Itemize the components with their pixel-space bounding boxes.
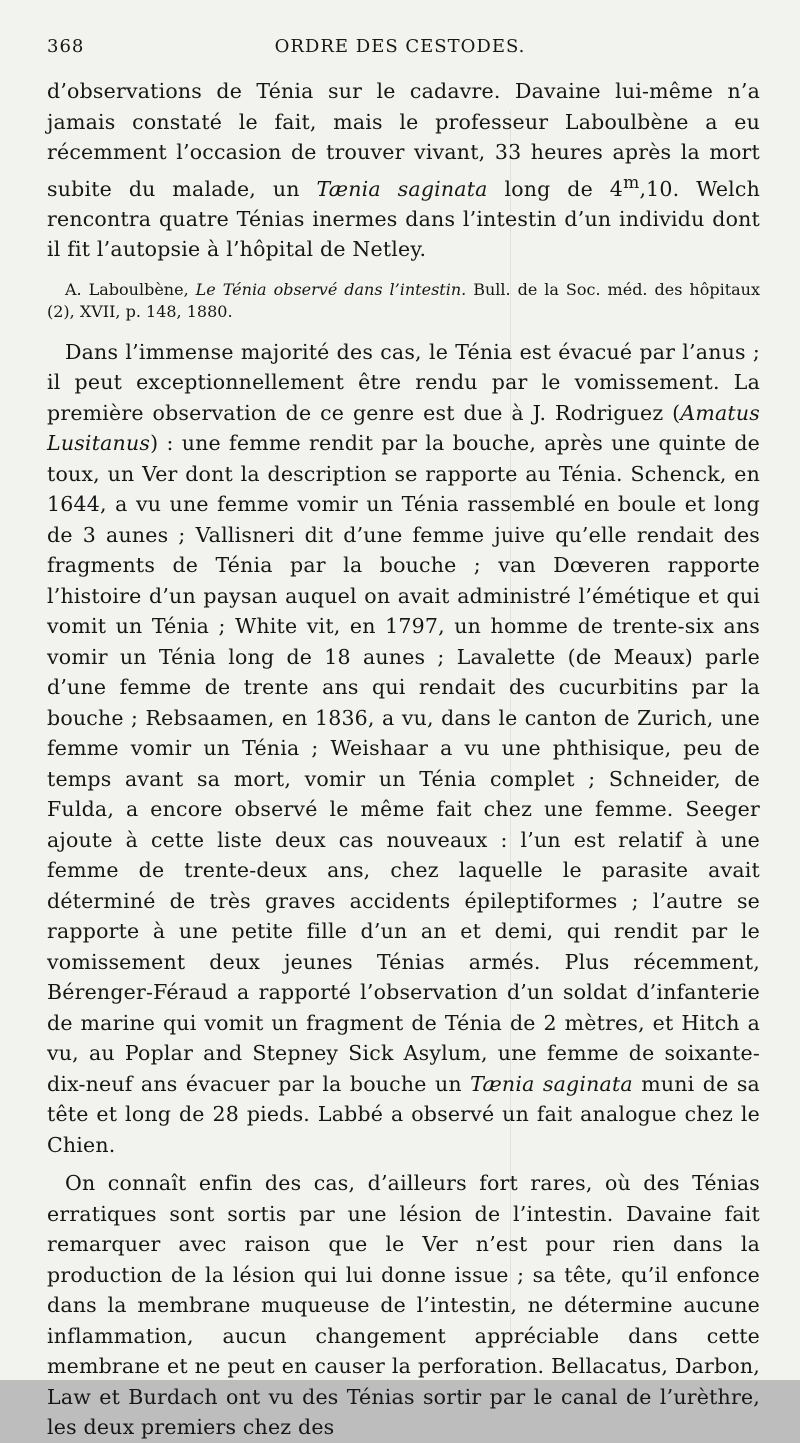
chapter-title: ORDRE DES CESTODES. xyxy=(274,36,526,57)
paragraph-2 xyxy=(47,337,760,1161)
species-name-italic: Tænia saginata xyxy=(316,176,488,201)
paragraph-1-text-c: ,10. Welch rencontra quatre Ténias inermes dans l’intestin d’un individu dont il fit l’autopsie à l’hôpital de Netley. xyxy=(47,176,761,262)
author-name-italic: Amatus Lusitanus xyxy=(47,400,760,456)
running-head xyxy=(47,36,753,62)
reference-source: Bull. de la Soc. méd. des hôpitaux (2), XVII, p. 148, 1880. xyxy=(47,279,761,321)
paragraph-3: On connaît enfin des cas, d’ailleurs fort rares, où des Ténias erratiques sont sortis par une lésion de l’intestin. Davaine fait remarquer avec raison que le Ver n’est pour rien dans la production de la lésion qui lui donne issue ; sa tête, qu’il enfonce dans la membrane muqueuse de l’intestin, ne détermine aucune inflammation, aucun changement appréciable dans cette membrane et ne peut en causer la perforation. Bellacatus, Darbon, Law et Burdach ont vu des Ténias sortir par le canal de l’urèthre, les deux premiers chez des xyxy=(47,1171,760,1440)
reference-author: A. Laboulbène, xyxy=(65,279,196,299)
paragraph-2-text-c: muni de sa tête et long de 28 pieds. Labbé a observé un fait analogue chez le Chien. xyxy=(47,1071,760,1157)
paragraph-2-text-b: ) : une femme rendit par la bouche, après une quinte de toux, un Ver dont la description se rapporte au Ténia. Schenck, en 1644, a vu une femme vomir un Ténia rassemblé en boule et long de 3 aunes ; Vallisneri dit d’une femme juive qu’elle rendait des fragments de Ténia par la bouche ; van Dœveren rapporte l’histoire d’un paysan auquel on avait administré l’émétique et qui vomit un Ténia ; White vit, en 1797, un homme de trente-six ans vomir un Ténia long de 18 aunes ; Lavalette (de Meaux) parle d’une femme de trente ans qui rendait des cucurbitins par la bouche ; Rebsaamen, en 1836, a vu, dans le canton de Zurich, une femme vomir un Ténia ; Weishaar a vu une phthisique, peu de temps avant sa mort, vomir un Ténia complet ; Schneider, de Fulda, a encore observé le même fait chez une femme. Seeger ajoute à cette liste deux cas nouveaux : l’un est relatif à une femme de trente-deux ans, chez laquelle le parasite avait déterminé de très graves accidents épileptiformes ; l’autre se rapporte à une petite fille d’un an et demi, qui rendit par le vomissement deux jeunes Ténias armés. Plus récemment, Bérenger-Féraud a rapporté l’observation d’un soldat d’infanterie de marine qui vomit un fragment de Ténia de 2 mètres, et Hitch a vu, au Poplar and Stepney Sick Asylum, une femme de soixante-dix-neuf ans évacuer par la bouche un xyxy=(47,431,760,1096)
paragraph-1-text-a: d’observations de Ténia sur le cadavre. Davaine lui-même n’a jamais constaté le fait, mais le professeur Laboulbène a eu récemment l’occasion de trouver vivant, 33 heures après la mort subite du malade, un xyxy=(47,79,760,201)
reference-title: Le Ténia observé dans l’intestin. xyxy=(195,279,467,299)
paragraph-1-text-b: long de 4 xyxy=(487,176,624,201)
body-text xyxy=(47,76,760,1443)
paragraph-1 xyxy=(47,76,760,265)
page-number: 368 xyxy=(47,36,85,57)
unit-superscript: m xyxy=(623,172,640,193)
bibliographic-reference xyxy=(47,279,760,323)
paragraph-2-text-a: Dans l’immense majorité des cas, le Ténia est évacué par l’anus ; il peut exceptionnellement être rendu par le vomissement. La première observation de ce genre est due à J. Rodriguez ( xyxy=(47,339,760,425)
species-name-italic-2: Tænia saginata xyxy=(470,1071,633,1096)
